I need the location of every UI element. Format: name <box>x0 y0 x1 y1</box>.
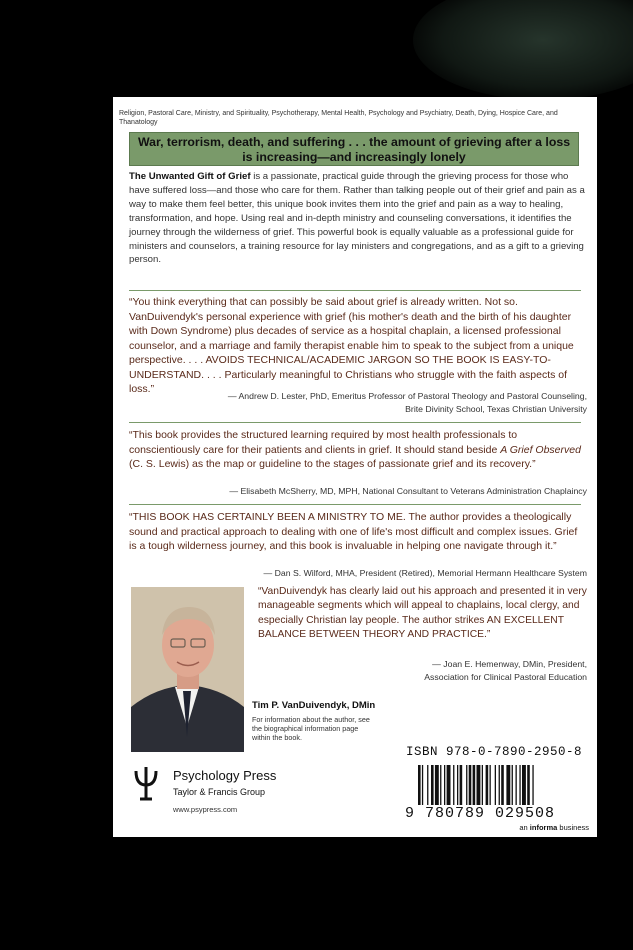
attribution-line: Brite Divinity School, Texas Christian University <box>405 404 587 414</box>
description-body: is a passionate, practical guide through the grieving process for those who have suffered loss—and those who care for them. Rather than talking people out of their grief and pain as a way to make them feel better, this unique book invites them into the grief and pain as a way to healing, transformation, and hope. Using real and in-depth ministry and counseling conversations, it identifies the journey through the wilderness of grief. This powerful book is equally valuable as a professional guide for ministers and counselors, a training resource for lay ministers and congregations, and as a gift to a grieving person. <box>129 171 585 266</box>
author-name: Tim P. VanDuivendyk, DMin <box>252 700 376 711</box>
publisher-group: Taylor & Francis Group <box>173 787 266 797</box>
divider <box>129 290 581 291</box>
informa-suffix: business <box>557 823 589 832</box>
quote-book-reference: A Grief Observed <box>500 443 581 456</box>
background-shadow <box>413 0 633 100</box>
endorsement-quote: “You think everything that can possibly be said about grief is already written. Not so. VanDuivendyk's personal experience with grief (his mother's death and the birth of his daughter with Down Syndrome) plus decades of service as a hospital chaplain, a licensed professional counselor, and a marriage and family therapist enable him to speak to the subject from a unique perspective. . . . AVOIDS TECHNICAL/ACADEMIC JARGON SO THE BOOK IS EASY-TO-UNDERSTAND. . . . Particularly meaningful to Christians who struggle with the faith aspects of loss.” <box>129 296 574 395</box>
psi-logo-icon <box>133 765 159 801</box>
quote-text: (C. S. Lewis) as the map or guideline to the stages of passionate grief and its recovery.” <box>129 458 536 470</box>
attribution-line: — Elisabeth McSherry, MD, MPH, National Consultant to Veterans Administration Chaplaincy <box>229 486 587 496</box>
publisher-url: www.psypress.com <box>173 805 238 814</box>
informa-brand: informa <box>529 823 558 832</box>
divider <box>129 504 581 505</box>
endorsement-quote: “THIS BOOK HAS CERTAINLY BEEN A MINISTRY TO ME. The author provides a theologically sound and practical approach to dealing with one of life's most difficult and complex issues. Grief is a tough wilderness journey, and this book is invaluable in helping one navigate through it.” <box>129 511 578 552</box>
divider <box>129 422 581 423</box>
barcode-number: 9 780789 029508 <box>405 805 556 822</box>
endorsement-attribution <box>264 567 587 580</box>
endorsement-quote: “VanDuivendyk has clearly laid out his approach and presented it in very manageable segments which will appeal to chaplains, local clergy, and especially Christian lay people. The author strikes AN EXCELLENT BALANCE BETWEEN THEORY AND PRACTICE.” <box>258 586 587 641</box>
banner-line-1: War, terrorism, death, and suffering . . . the amount of grieving after a loss <box>137 135 571 149</box>
attribution-line: — Andrew D. Lester, PhD, Emeritus Professor of Pastoral Theology and Pastoral Counseling, <box>227 391 587 401</box>
book-description <box>129 170 587 267</box>
attribution-line: Association for Clinical Pastoral Education <box>424 672 587 682</box>
publisher-name: Psychology Press <box>173 768 277 783</box>
subject-categories: Religion, Pastoral Care, Ministry, and Spirituality, Psychotherapy, Mental Health, Psychology and Psychiatry, Death, Dying, Hospice Care, and Thanatology <box>119 110 558 126</box>
endorsement-attribution <box>424 658 587 684</box>
author-note: For information about the author, see the biographical information page within the book. <box>252 715 370 742</box>
attribution-line: — Dan S. Wilford, MHA, President (Retired), Memorial Hermann Healthcare System <box>263 568 587 578</box>
isbn-label: ISBN 978-0-7890-2950-8 <box>406 745 583 759</box>
endorsement-quote <box>129 428 587 472</box>
endorsement-attribution <box>228 390 587 416</box>
informa-prefix: an <box>519 823 530 832</box>
endorsement-attribution <box>229 485 587 498</box>
banner-line-2: is increasing—and increasingly lonely <box>242 150 466 164</box>
back-cover <box>113 97 597 837</box>
quote-text: “This book provides the structured learning required by most health professionals to conscientiously care for their patients and clients in grief. It should stand beside <box>129 429 518 456</box>
author-photo <box>131 587 244 752</box>
attribution-line: — Joan E. Hemenway, DMin, President, <box>432 659 587 669</box>
book-title: The Unwanted Gift of Grief <box>129 171 251 182</box>
headline-banner <box>129 132 579 166</box>
informa-tagline <box>519 823 589 832</box>
